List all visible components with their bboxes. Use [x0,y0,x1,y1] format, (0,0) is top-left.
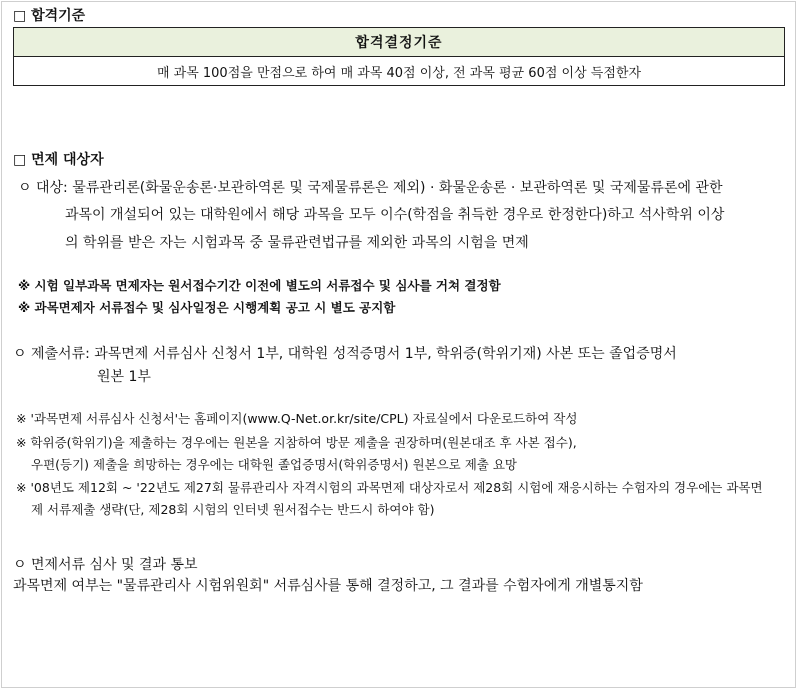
note-5-line-2: 제 서류제출 생략(단, 제28회 시험의 인터넷 원서접수는 반드시 하여야 함) [31,502,435,517]
review-heading: ㅇ 면제서류 심사 및 결과 통보 [13,557,198,573]
note-1: ※ 시험 일부과목 면제자는 원서접수기간 이전에 별도의 서류접수 및 심사를 거쳐 결정함 [18,278,501,293]
review-text: 과목면제 여부는 "물류관리사 시험위원회" 서류심사를 통해 결정하고, 그 결과를 수험자에게 개별통지함 [13,578,643,594]
note-4-line-2: 우편(등기) 제출을 희망하는 경우에는 대학원 졸업증명서(학위증명서) 원본으로 제출 요망 [31,457,517,472]
note-5-line-1: ※ '08년도 제12회 ~ '22년도 제27회 물류관리사 자격시험의 과목면제 대상자로서 제28회 시험에 재응시하는 수험자의 경우에는 과목면 [16,480,763,495]
target-line-1: ㅇ 대상: 물류관리론(화물운송론·보관하역론 및 국제물류론은 제외) · 화물운송론 · 보관하역론 및 국제물류론에 관한 [18,180,723,196]
table-cell: 매 과목 100점을 만점으로 하여 매 과목 40점 이상, 전 과목 평균 60점 이상 득점한자 [14,57,785,86]
section-heading-pass-criteria: □ 합격기준 [13,8,86,24]
section-heading-exemption: □ 면제 대상자 [13,152,104,168]
pass-criteria-table [13,27,785,86]
target-line-2: 과목이 개설되어 있는 대학원에서 해당 과목을 모두 이수(학점을 취득한 경우로 한정한다)하고 석사학위 이상 [65,207,725,223]
note-4-line-1: ※ 학위증(학위기)을 제출하는 경우에는 원본을 지참하여 방문 제출을 권장하며(원본대조 후 사본 접수), [16,435,577,450]
documents-line-1: ㅇ 제출서류: 과목면제 서류심사 신청서 1부, 대학원 성적증명서 1부, 학위증(학위기재) 사본 또는 졸업증명서 [13,346,677,362]
target-line-3: 의 학위를 받은 자는 시험과목 중 물류관련법규를 제외한 과목의 시험을 면제 [65,235,529,251]
table-header: 합격결정기준 [14,28,785,57]
documents-line-2: 원본 1부 [97,369,151,385]
note-2: ※ 과목면제자 서류접수 및 심사일정은 시행계획 공고 시 별도 공지함 [18,300,396,315]
note-3: ※ '과목면제 서류심사 신청서'는 홈페이지(www.Q-Net.or.kr/site/CPL) 자료실에서 다운로드하여 작성 [16,411,578,426]
